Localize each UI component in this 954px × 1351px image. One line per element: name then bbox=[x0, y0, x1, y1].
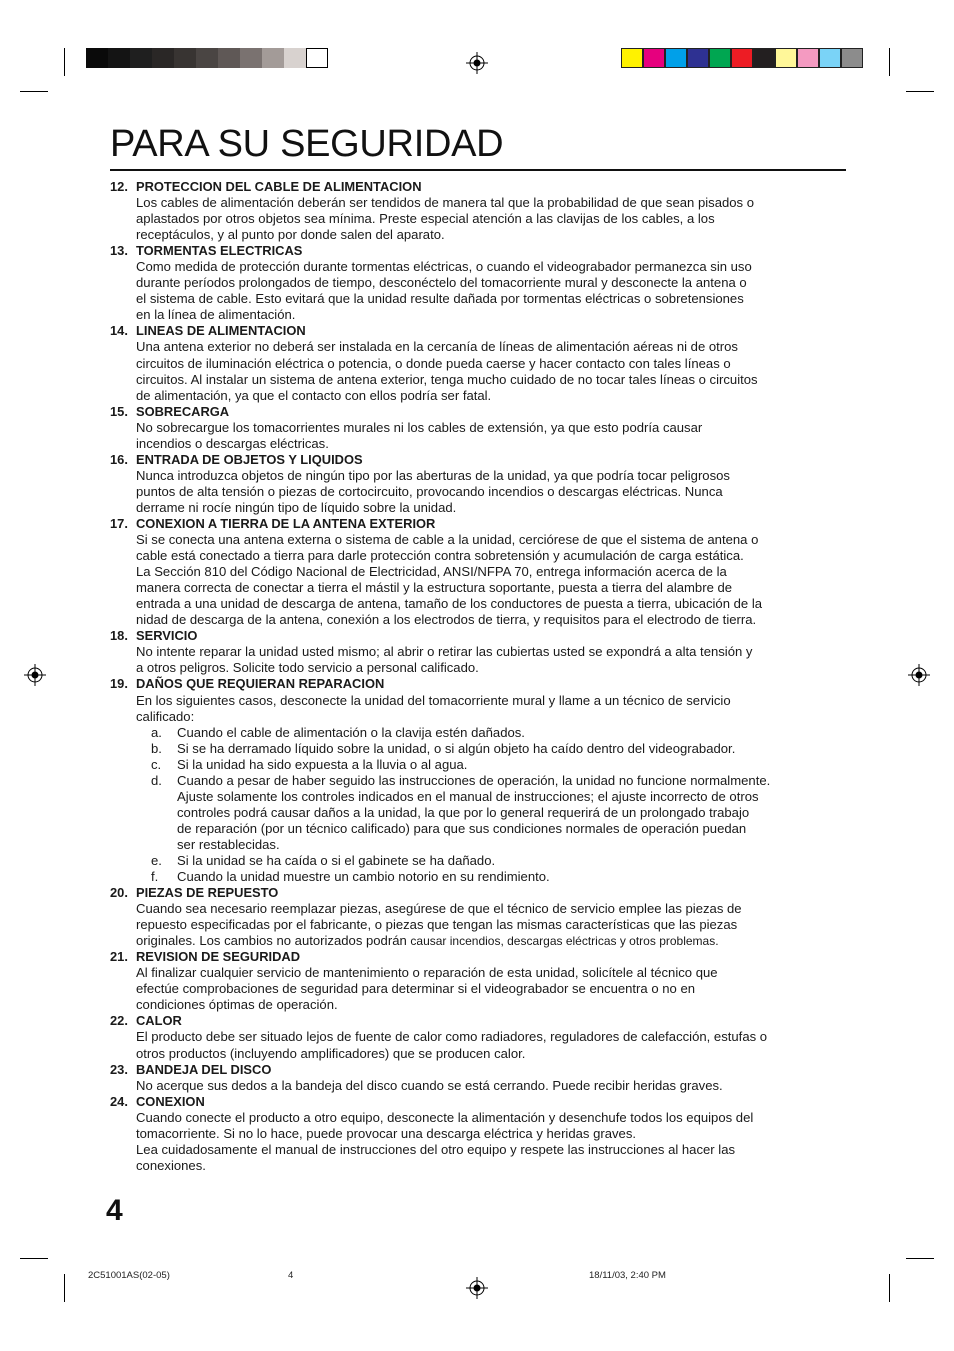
instruction-text-line: Lea cuidadosamente el manual de instrucciones del otro equipo y respete las instrucciones al hacer las bbox=[136, 1141, 736, 1157]
sub-item-letter: f. bbox=[151, 869, 159, 885]
instruction-text-line: Cuando conecte el producto a otro equipo, desconecte la alimentación y desenchufe todos los equipos del bbox=[136, 1109, 754, 1125]
instruction-text-line: en la línea de alimentación. bbox=[136, 307, 296, 323]
instruction-heading-text: SOBRECARGA bbox=[136, 403, 230, 419]
instruction-text-line: Los cables de alimentación deberán ser tendidos de manera tal que la probabilidad de que sean pisados o bbox=[136, 195, 755, 211]
instruction-heading bbox=[110, 1013, 830, 1029]
instruction-text-line: incendios o descargas eléctricas. bbox=[136, 435, 329, 451]
gray-swatch bbox=[218, 48, 240, 68]
instruction-text-line: calificado: bbox=[136, 708, 195, 724]
instruction-number: 17. bbox=[110, 515, 128, 531]
footer-page: 4 bbox=[288, 1270, 294, 1281]
instruction-text-line: aplastados por otros objetos sea mínima. Preste especial atención a las clavijas de los cables, a los bbox=[136, 211, 715, 227]
instruction-text-line: En los siguientes casos, desconecte la unidad del tomacorriente mural y llame a un técnico de servicio bbox=[136, 692, 731, 708]
instruction-item bbox=[110, 516, 830, 628]
sub-item-line bbox=[151, 724, 830, 741]
instruction-number: 12. bbox=[110, 179, 128, 194]
safety-instructions-list bbox=[110, 179, 830, 1174]
sub-item-text: controles podrá causar daños a la unidad, la que por lo general requerirá de un prolongado trabajo bbox=[177, 804, 750, 820]
instruction-number: 23. bbox=[110, 1061, 128, 1077]
instruction-item bbox=[110, 179, 830, 243]
color-swatch bbox=[665, 48, 687, 68]
color-swatch bbox=[841, 48, 863, 68]
registration-mark-icon bbox=[908, 664, 930, 686]
instruction-text-line: cable está conectado a tierra para darle protección contra sobretensión y acumulación de carga estática. bbox=[136, 548, 744, 564]
instruction-text-line: No acerque sus dedos a la bandeja del disco cuando se está cerrando. Puede recibir heridas graves. bbox=[136, 1077, 723, 1093]
sub-item-line bbox=[151, 869, 830, 885]
registration-mark-icon bbox=[24, 664, 46, 686]
instruction-text-line: circuitos de iluminación eléctrica o potencia, o donde pueda caerse y hacer contacto con tales líneas o bbox=[136, 355, 731, 371]
instruction-text-line: Como medida de protección durante tormentas eléctricas, o cuando el videograbador permanezca sin uso bbox=[136, 259, 752, 275]
instruction-heading bbox=[110, 516, 830, 532]
instruction-heading-text: ENTRADA DE OBJETOS Y LIQUIDOS bbox=[136, 451, 363, 467]
instruction-item bbox=[110, 1062, 830, 1094]
sub-item-text: ser restablecidas. bbox=[177, 836, 280, 852]
sub-item-text: Cuando a pesar de haber seguido las instrucciones de operación, la unidad no funcione normalmente. bbox=[177, 772, 771, 788]
instruction-item bbox=[110, 404, 830, 452]
instruction-heading-text: CONEXION A TIERRA DE LA ANTENA EXTERIOR bbox=[136, 515, 436, 531]
gray-swatch bbox=[86, 48, 108, 68]
sub-item-text: Si la unidad se ha caída o si el gabinete se ha dañado. bbox=[177, 852, 496, 868]
instruction-text-line: a otros peligros. Solicite todo servicio a personal calificado. bbox=[136, 660, 479, 676]
instruction-text-line: No intente reparar la unidad usted mismo; al abrir o retirar las cubiertas usted se expondrá a alta tensión y bbox=[136, 644, 753, 660]
instruction-number: 14. bbox=[110, 323, 128, 339]
instruction-item bbox=[110, 628, 830, 676]
instruction-heading bbox=[110, 323, 830, 339]
instruction-item bbox=[110, 323, 830, 403]
gray-swatch bbox=[130, 48, 152, 68]
registration-mark-icon bbox=[466, 52, 488, 74]
instruction-number: 19. bbox=[110, 676, 128, 692]
instruction-heading-text: TORMENTAS ELECTRICAS bbox=[136, 243, 303, 259]
sub-item-line bbox=[151, 756, 830, 773]
footer-datetime: 18/11/03, 2:40 PM bbox=[589, 1270, 666, 1281]
instruction-heading bbox=[110, 949, 830, 965]
sub-item-text: Si la unidad ha sido expuesta a la lluvia o al agua. bbox=[177, 756, 468, 772]
sub-item-letter: e. bbox=[151, 852, 162, 868]
color-swatch bbox=[731, 48, 753, 68]
sub-item-line bbox=[177, 805, 830, 821]
color-swatch bbox=[819, 48, 841, 68]
instruction-text-line: La Sección 810 del Código Nacional de Electricidad, ANSI/NFPA 70, entrega información acerca de la bbox=[136, 564, 727, 580]
gray-swatch bbox=[240, 48, 262, 68]
instruction-number: 24. bbox=[110, 1093, 128, 1109]
instruction-text-line: No sobrecargue los tomacorrientes murales ni los cables de extensión, ya que esto podría causar bbox=[136, 419, 703, 435]
instruction-number: 13. bbox=[110, 243, 128, 259]
instruction-heading-text: CALOR bbox=[136, 1013, 182, 1029]
instruction-text-line: Si se conecta una antena externa o sistema de cable a la unidad, cerciórese de que el sistema de antena o bbox=[136, 532, 759, 548]
sub-item-line bbox=[177, 837, 830, 853]
gray-swatch bbox=[262, 48, 284, 68]
instruction-item bbox=[110, 452, 830, 516]
instruction-heading-text: SERVICIO bbox=[136, 628, 198, 644]
title-rule bbox=[110, 169, 846, 171]
instruction-text-line: derrame ni rocíe ningún tipo de líquido sobre la unidad. bbox=[136, 499, 457, 515]
sub-item-line bbox=[151, 852, 830, 869]
sub-item-line bbox=[177, 789, 830, 805]
sub-item-letter: d. bbox=[151, 772, 162, 788]
instruction-heading-text: BANDEJA DEL DISCO bbox=[136, 1061, 272, 1077]
crop-mark bbox=[889, 1274, 890, 1302]
sub-item-line bbox=[151, 772, 830, 789]
color-swatch bbox=[797, 48, 819, 68]
registration-mark-icon bbox=[466, 1277, 488, 1299]
gray-swatch bbox=[108, 48, 130, 68]
instruction-text-line: El producto debe ser situado lejos de fuente de calor como radiadores, reguladores de calefacción, estufas o bbox=[136, 1029, 768, 1045]
instruction-item bbox=[110, 676, 830, 885]
instruction-text-line: receptáculos, y al punto por donde salen del aparato. bbox=[136, 227, 445, 243]
sub-item-letter: b. bbox=[151, 740, 162, 756]
crop-mark bbox=[889, 48, 890, 76]
instruction-text-line: el sistema de cable. Esto evitará que la unidad resulte dañada por tormentas eléctricas o sobretensiones bbox=[136, 291, 744, 307]
page-title: PARA SU SEGURIDAD bbox=[110, 123, 504, 165]
sub-item-text: Cuando el cable de alimentación o la clavija estén dañados. bbox=[177, 724, 525, 740]
instruction-text-line: entrada a una unidad de descarga de antena, tamaño de los conductores de puesta a tierra, ubicación de la bbox=[136, 596, 763, 612]
instruction-item bbox=[110, 885, 830, 949]
crop-mark bbox=[906, 1258, 934, 1259]
instruction-text-line: puntos de alta tensión o piezas de cortocircuito, provocando incendios o descargas eléctricas. Nunca bbox=[136, 483, 723, 499]
gray-swatch bbox=[174, 48, 196, 68]
color-swatch bbox=[753, 48, 775, 68]
instruction-text-line: condiciones óptimas de operación. bbox=[136, 997, 338, 1013]
grayscale-calibration-bar bbox=[86, 48, 328, 68]
crop-mark bbox=[20, 1258, 48, 1259]
gray-swatch bbox=[284, 48, 306, 68]
instruction-heading bbox=[110, 676, 830, 692]
instruction-text-segment: originales. Los cambios no autorizados podrán bbox=[136, 933, 411, 949]
instruction-number: 15. bbox=[110, 403, 128, 419]
instruction-text-line bbox=[136, 933, 830, 949]
instruction-heading bbox=[110, 243, 830, 259]
color-swatch bbox=[709, 48, 731, 68]
color-swatch bbox=[643, 48, 665, 68]
instruction-text-line: de alimentación, ya que el contacto con ellos podría ser fatal. bbox=[136, 387, 492, 403]
instruction-number: 20. bbox=[110, 885, 128, 901]
instruction-number: 21. bbox=[110, 949, 128, 965]
instruction-item bbox=[110, 1094, 830, 1174]
sub-item-letter: a. bbox=[151, 724, 162, 740]
instruction-heading-text: LINEAS DE ALIMENTACION bbox=[136, 323, 306, 339]
crop-mark bbox=[64, 1274, 65, 1302]
instruction-heading bbox=[110, 628, 830, 644]
crop-mark bbox=[906, 91, 934, 92]
footer-document-code: 2C51001AS(02-05) bbox=[88, 1270, 170, 1281]
sub-item-text: de reparación (por un técnico calificado) para que sus condiciones normales de operación puedan bbox=[177, 820, 747, 836]
instruction-heading-text: DAÑOS QUE REQUIERAN REPARACION bbox=[136, 676, 385, 692]
instruction-item bbox=[110, 949, 830, 1013]
instruction-heading-text: PROTECCION DEL CABLE DE ALIMENTACION bbox=[136, 179, 422, 194]
instruction-text-line: nidad de descarga de la antena, conexión a los electrodos de tierra, y requisitos para el electrodo de tierra. bbox=[136, 612, 757, 628]
instruction-text-line: conexiones. bbox=[136, 1157, 206, 1173]
instruction-text-segment-small: causar incendios, descargas eléctricas y otros problemas. bbox=[410, 934, 719, 949]
sub-item-text: Si se ha derramado líquido sobre la unidad, o si algún objeto ha caído dentro del videograbador. bbox=[177, 740, 736, 756]
sub-item-letter: c. bbox=[151, 756, 162, 772]
color-swatch bbox=[621, 48, 643, 68]
instruction-text-line: otros productos (incluyendo amplificadores) que se producen calor. bbox=[136, 1045, 526, 1061]
gray-swatch bbox=[152, 48, 174, 68]
crop-mark bbox=[20, 91, 48, 92]
instruction-item bbox=[110, 1013, 830, 1061]
instruction-heading bbox=[110, 452, 830, 468]
gray-swatch bbox=[196, 48, 218, 68]
instruction-number: 22. bbox=[110, 1013, 128, 1029]
color-swatch bbox=[687, 48, 709, 68]
instruction-text-line: tomacorriente. Si no lo hace, puede provocar una descarga eléctrica y heridas graves. bbox=[136, 1125, 637, 1141]
instruction-item bbox=[110, 243, 830, 323]
instruction-heading-text: CONEXION bbox=[136, 1093, 205, 1109]
instruction-heading bbox=[110, 885, 830, 901]
instruction-text-line: Al finalizar cualquier servicio de mantenimiento o reparación de esta unidad, solicítele al técnico que bbox=[136, 965, 718, 981]
instruction-text-line: durante períodos prolongados de tiempo, desconéctelo del tomacorriente mural y desconecte la antena o bbox=[136, 275, 747, 291]
instruction-text-line: repuesto especificadas por el fabricante, o piezas que tengan las mismas características que las piezas bbox=[136, 917, 738, 933]
instruction-text-line: Una antena exterior no deberá ser instalada en la cercanía de líneas de alimentación aéreas ni de otros bbox=[136, 339, 738, 355]
sub-item-line bbox=[177, 821, 830, 837]
instruction-text-line: manera correcta de conectar a tierra el mástil y la estructura soportante, puesta a tierra del alambre de bbox=[136, 580, 733, 596]
instruction-number: 16. bbox=[110, 451, 128, 467]
instruction-text-line: circuitos. Al instalar un sistema de antena exterior, tenga mucho cuidado de no tocar tales líneas o circuitos bbox=[136, 371, 758, 387]
instruction-heading-text: PIEZAS DE REPUESTO bbox=[136, 885, 279, 901]
gray-swatch bbox=[306, 48, 328, 68]
instruction-heading-text: REVISION DE SEGURIDAD bbox=[136, 949, 301, 965]
sub-item-line bbox=[151, 740, 830, 757]
sub-item-text: Cuando la unidad muestre un cambio notorio en su rendimiento. bbox=[177, 869, 550, 885]
page-number: 4 bbox=[106, 1194, 123, 1227]
instruction-heading bbox=[110, 404, 830, 420]
instruction-number: 18. bbox=[110, 628, 128, 644]
instruction-heading bbox=[110, 179, 830, 195]
instruction-text-line: Cuando sea necesario reemplazar piezas, asegúrese de que el técnico de servicio emplee las piezas de bbox=[136, 901, 742, 917]
instruction-heading bbox=[110, 1062, 830, 1078]
color-calibration-bar bbox=[621, 48, 863, 68]
instruction-heading bbox=[110, 1094, 830, 1110]
crop-mark bbox=[64, 48, 65, 76]
instruction-text-line: efectúe comprobaciones de seguridad para determinar si el videograbador se encuentra o no en bbox=[136, 981, 696, 997]
instruction-text-line: Nunca introduzca objetos de ningún tipo por las aberturas de la unidad, ya que podría tocar peligrosos bbox=[136, 467, 730, 483]
sub-item-text: Ajuste solamente los controles indicados en el manual de instrucciones; el ajuste incorrecto de otros bbox=[177, 788, 759, 804]
color-swatch bbox=[775, 48, 797, 68]
